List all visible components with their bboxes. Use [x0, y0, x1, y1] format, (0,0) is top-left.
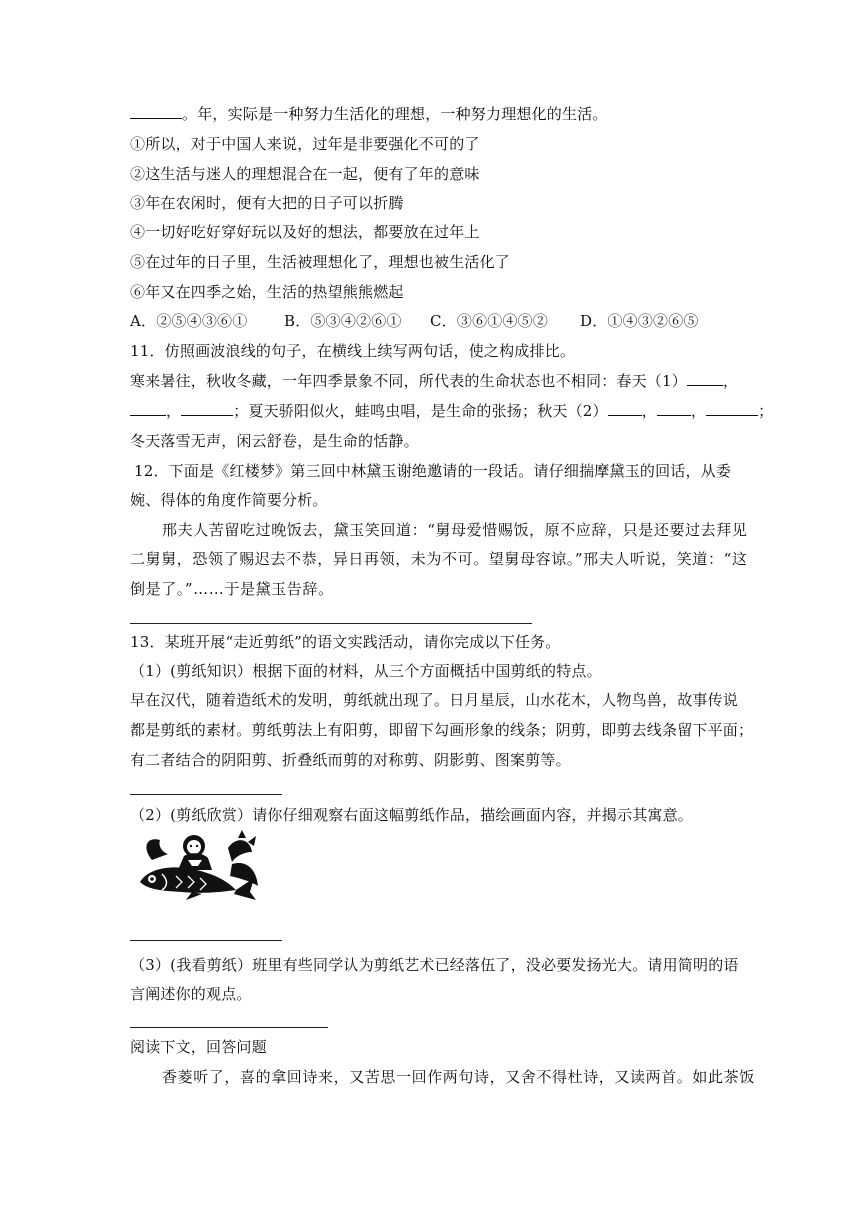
option-c: C．③⑥①④⑤② — [430, 312, 549, 330]
q13-part1-answer-line — [130, 794, 282, 795]
q13-material-3: 有二者结合的阴阳剪、折叠纸而剪的对称剪、阴影剪、图案剪等。 — [130, 751, 571, 769]
q10-stem: 。年，实际是一种努力生活化的理想，一种努力理想化的生活。 — [130, 104, 608, 124]
q12-passage-2: 二舅舅，恐领了赐迟去不恭，异日再领，未为不可。望舅母容谅。”邢夫人听说，笑道：“这 — [130, 550, 748, 568]
q13-part3-prompt-1: （3）(我看剪纸）班里有些同学认为剪纸艺术已经落伍了，没必要发扬光大。请用简明的语 — [130, 956, 739, 974]
q10-sentence-3: ③年在农闲时，便有大把的日子可以折腾 — [130, 194, 404, 212]
q13-part3-answer-line — [130, 1027, 328, 1028]
q10-sentence-4: ④一切好吃好穿好玩以及好的想法，都要放在过年上 — [130, 223, 480, 241]
q11-line-1: 寒来暑往，秋收冬藏，一年四季景象不同，所代表的生命状态也不相同：春天（1） ， — [130, 372, 739, 390]
q13-part3-prompt-2: 言阐述你的观点。 — [130, 985, 252, 1003]
q12-answer-line — [130, 623, 532, 624]
q13-title: 13．某班开展“走近剪纸”的语文实践活动，请你完成以下任务。 — [130, 633, 561, 651]
paper-cut-image — [132, 830, 262, 900]
q10-sentence-2: ②这生活与迷人的理想混合在一起，便有了年的意味 — [130, 165, 480, 183]
q12-title-2: 婉、得体的角度作简要分析。 — [130, 491, 328, 509]
answer-blank — [130, 104, 182, 119]
q12-passage-1: 邢夫人苦留吃过晚饭去，黛玉笑回道：“舅母爱惜赐饭，原不应辞，只是还要过去拜见 — [162, 521, 748, 539]
q13-part1-prompt: （1）(剪纸知识）根据下面的材料，从三个方面概括中国剪纸的特点。 — [130, 662, 602, 680]
q10-options — [130, 311, 699, 331]
q11-line-3: 冬天落雪无声，闲云舒卷，是生命的恬静。 — [130, 432, 419, 450]
q13-material-2: 都是剪纸的素材。剪纸剪法上有阳剪，即留下勾画形象的线条；阴剪，即剪去线条留下平面； — [130, 721, 754, 739]
q10-sentence-6: ⑥年又在四季之始，生活的热望熊熊燃起 — [130, 283, 404, 301]
q11-title: 11．仿照画波浪线的句子，在横线上续写两句话，使之构成排比。 — [130, 342, 576, 360]
option-a: A．②⑤④③⑥① — [130, 312, 248, 330]
q10-sentence-5: ⑤在过年的日子里，生活被理想化了，理想也被生活化了 — [130, 253, 511, 271]
reading-instruction: 阅读下文，回答问题 — [130, 1038, 267, 1056]
q12-passage-3: 倒是了。”……于是黛玉告辞。 — [130, 580, 334, 598]
option-b: B．⑤③④②⑥① — [284, 312, 402, 330]
q10-sentence-1: ①所以，对于中国人来说，过年是非要强化不可的了 — [130, 135, 480, 153]
q12-title-1: 12．下面是《红楼梦》第三回中林黛玉谢绝邀请的一段话。请仔细揣摩黛玉的回话，从委 — [134, 462, 732, 480]
q11-line-2: ， ；夏天骄阳似火，蛙鸣虫唱，是生命的张扬；秋天（2） ， ， ； — [130, 401, 773, 421]
reading-passage-1: 香菱听了，喜的拿回诗来，又苦思一回作两句诗，又舍不得杜诗，又读两首。如此茶饭 — [162, 1068, 755, 1086]
q13-part2-prompt: （2）(剪纸欣赏）请你仔细观察右面这幅剪纸作品，描绘画面内容，并揭示其寓意。 — [130, 806, 693, 824]
option-d: D．①④③②⑥⑤ — [580, 312, 699, 330]
q13-material-1: 早在汉代，随着造纸术的发明，剪纸就出现了。日月星辰，山水花木，人物鸟兽，故事传说 — [130, 691, 739, 709]
q13-part2-answer-line — [130, 940, 282, 941]
